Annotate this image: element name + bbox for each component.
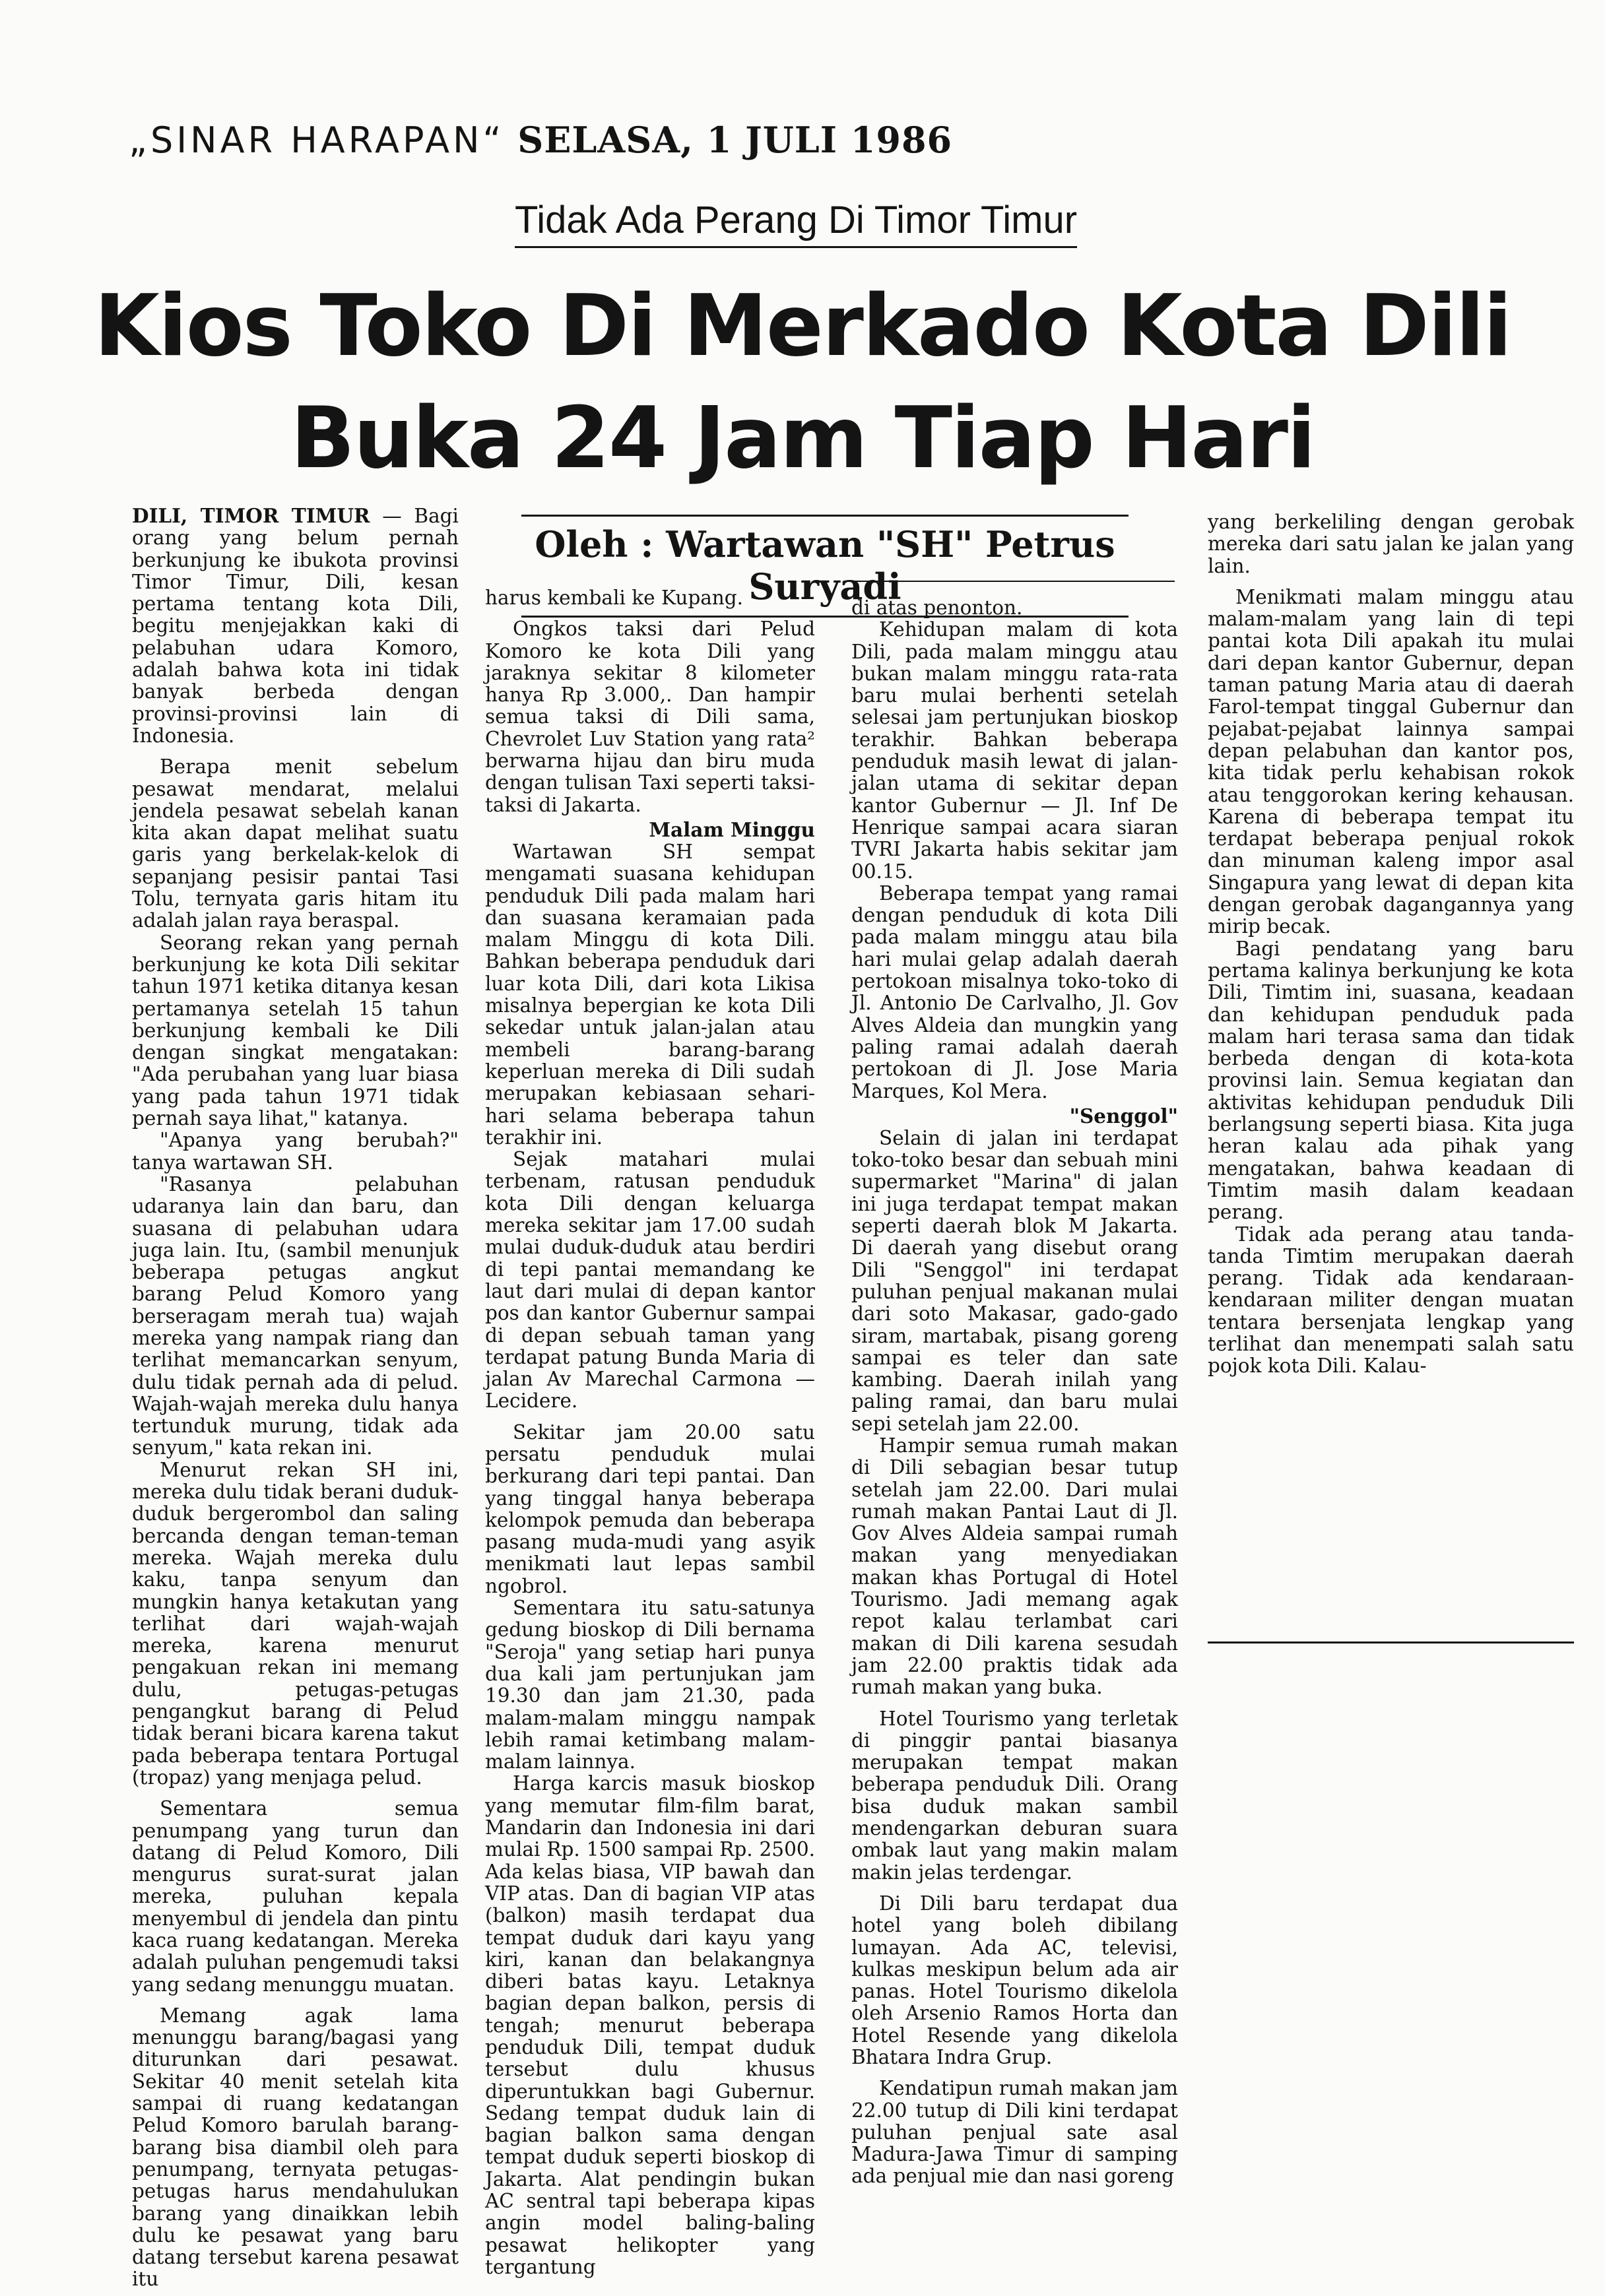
dateline: DILI, TIMOR TIMUR bbox=[132, 504, 370, 527]
article-end-rule bbox=[1208, 1642, 1574, 1643]
paragraph: Kendatipun rumah makan jam 22.00 tutup di Dili kini terdapat puluhan penjual sate asal Madura-Jawa Timur di samping ada penjual mie dan nasi goreng bbox=[851, 2077, 1178, 2188]
paragraph: Bagi pendatang yang baru pertama kalinya berkunjung ke kota Dili, Timtim ini, suasana, keadaan dan kehidupan penduduk pada malam hari terasa sama dan tidak berbeda dengan di kota-kota provinsi lain. Semua kegiatan dan aktivitas kehidupan penduduk Dili berlangsung seperti biasa. Kita juga heran kalau ada pihak yang mengatakan, bahwa keadaan di Timtim masih dalam keadaan perang. bbox=[1208, 937, 1574, 1224]
paragraph: "Rasanya pelabuhan udaranya lain dan baru, dan suasana di pelabuhan udara juga lain. Itu, (sambil menunjuk beberapa petugas angkut barang Pelud Komoro yang berseragam merah tua) wajah mereka yang nampak riang dan terlihat memancarkan senyum, dulu tidak pernah ada di pelud. Wajah-wajah mereka dulu hanya tertunduk murung, tidak ada senyum," kata rekan ini. bbox=[132, 1172, 459, 1459]
paragraph: Di Dili baru terdapat dua hotel yang boleh dibilang lumayan. Ada AC, televisi, kulkas meskipun belum ada air panas. Hotel Tourismo dikelola oleh Arsenio Ramos Horta dan Hotel Resende yang dikelola Bhatara Indra Grup. bbox=[851, 1892, 1178, 2068]
article-column-1 bbox=[132, 505, 459, 2291]
paragraph: Menikmati malam minggu atau malam-malam yang lain di tepi pantai kota Dili apakah itu mulai dari depan kantor Gubernur, depan taman patung Maria atau di daerah Farol-tempat tinggal Gubernur dan pejabat-pejabat lainnya sampai depan pelabuhan dan kantor pos, kita tidak perlu kehabisan rokok atau tenggorokan kering kehausan. Karena di beberapa tempat itu terdapat beberapa penjual rokok dan minuman kaleng impor asal Singapura yang lewat di depan kita dengan gerobak dagangannya yang mirip becak. bbox=[1208, 585, 1574, 938]
paragraph: Seorang rekan yang pernah berkunjung ke kota Dili sekitar tahun 1971 ketika ditanya kesan pertamanya setelah 15 tahun berkunjung kembali ke Dili dengan singkat mengatakan: "Ada perubahan yang luar biasa yang pada tahun 1971 tidak pernah saya lihat," katanya. bbox=[132, 931, 459, 1130]
paragraph: Hotel Tourismo yang terletak di pinggir pantai biasanya merupakan tempat makan beberapa penduduk Dili. Orang bisa duduk makan sambil mendengarkan deburan suara ombak laut yang makin malam makin jelas terdengar. bbox=[851, 1707, 1178, 1884]
article-column-2 bbox=[485, 587, 815, 2278]
paragraph: "Apanya yang berubah?" tanya wartawan SH. bbox=[132, 1129, 459, 1174]
paragraph: Tidak ada perang atau tanda-tanda Timtim merupakan daerah perang. Tidak ada kendaraan-kendaraan militer dengan muatan tentara bersenjata lengkap yang terlihat dan menempati salah satu pojok kota Dili. Kalau- bbox=[1208, 1223, 1574, 1378]
headline-line-1: Kios Toko Di Merkado Kota Dili bbox=[94, 277, 1511, 375]
subheading: Malam Minggu bbox=[649, 817, 815, 841]
paragraph bbox=[132, 505, 459, 747]
paragraph: Harga karcis masuk bioskop yang memutar film-film barat, Mandarin dan Indonesia ini dari mulai Rp. 1500 sampai Rp. 2500. Ada kelas biasa, VIP bawah dan VIP atas. Dan di bagian VIP atas (balkon) masih terdapat dua tempat duduk dari kayu yang kiri, kanan dan belakangnya diberi batas kayu. Letaknya bagian depan balkon, persis di tengah; menurut beberapa penduduk Dili, tempat duduk tersebut dulu khusus diperuntukkan bagi Gubernur. Sedang tempat duduk lain di bagian balkon sama dengan tempat duduk seperti bioskop di Jakarta. Alat pendingin bukan AC sentral tapi beberapa kipas angin model baling-baling pesawat helikopter yang tergantung bbox=[485, 1772, 815, 2278]
masthead bbox=[129, 119, 952, 161]
column-rule bbox=[851, 581, 1175, 582]
paragraph: Menurut rekan SH ini, mereka dulu tidak berani duduk-duduk bergerombol dan saling bercanda dengan teman-teman mereka. Wajah mereka dulu kaku, tanpa senyum dan mungkin hanya ketakutan yang terlihat dari wajah-wajah mereka, karena menurut pengakuan rekan ini memang dulu, petugas-petugas pengangkut barang di Pelud tidak berani bicara karena takut pada beberapa tentara Portugal (tropaz) yang menjaga pelud. bbox=[132, 1458, 459, 1789]
paragraph: Selain di jalan ini terdapat toko-toko besar dan sebuah mini supermarket "Marina" di jalan ini juga terdapat tempat makan seperti daerah blok M Jakarta. Di daerah yang disebut orang Dili "Senggol" ini terdapat puluhan penjual makanan mulai dari soto Makasar, gado-gado siram, martabak, pisang goreng sampai es teler dan sate kambing. Daerah inilah yang paling ramai, dan baru mulai sepi setelah jam 22.00. bbox=[851, 1126, 1178, 1435]
paragraph: Sementara semua penumpang yang turun dan datang di Pelud Komoro, Dili mengurus surat-surat jalan mereka, puluhan kepala menyembul di jendela dan pintu kaca ruang kedatangan. Mereka adalah puluhan pengemudi taksi yang sedang menunggu muatan. bbox=[132, 1797, 459, 1996]
paragraph: Beberapa tempat yang ramai dengan penduduk di kota Dili pada malam minggu atau bila hari mulai gelap adalah daerah pertokoan misalnya toko-toko di Jl. Antonio De Carlvalho, Jl. Gov Alves Aldeia dan mungkin yang paling ramai adalah daerah pertokoan di Jl. Jose Maria Marques, Kol Mera. bbox=[851, 881, 1178, 1102]
paragraph: harus kembali ke Kupang. bbox=[485, 587, 744, 609]
headline-line-2: Buka 24 Jam Tiap Hari bbox=[290, 389, 1315, 488]
publication-name: „SINAR HARAPAN“ bbox=[129, 119, 505, 161]
paragraph: Sekitar jam 20.00 satu persatu penduduk mulai berkurang dari tepi pantai. Dan yang tinggal hanya beberapa kelompok pemuda dan beberapa pasang muda-mudi yang asyik menikmati laut lepas sambil ngobrol. bbox=[485, 1420, 815, 1597]
article-column-4 bbox=[1208, 511, 1574, 1378]
subheading: "Senggol" bbox=[1069, 1104, 1178, 1128]
paragraph-text: — Bagi orang yang belum pernah berkunjung ke ibukota provinsi Timor Timur, Dili, kesan pertama tentang kota Dili, begitu menjejakkan kaki di pelabuhan udara Komoro, adalah bahwa kota ini tidak banyak berbeda dengan provinsi-provinsi lain di Indonesia. bbox=[132, 505, 459, 747]
paragraph: Sementara itu satu-satunya gedung bioskop di Dili bernama "Seroja" yang setiap hari punya dua kali jam pertunjukan jam 19.30 dan jam 21.30, pada malam-malam minggu nampak lebih ramai ketimbang malam-malam lainnya. bbox=[485, 1597, 815, 1773]
paragraph: Berapa menit sebelum pesawat mendarat, melalui jendela pesawat sebelah kanan kita akan dapat melihat suatu garis yang berkelak-kelok di sepanjang pesisir pantai Tasi Tolu, ternyata garis hitam itu adalah jalan raya beraspal. bbox=[132, 755, 459, 932]
paragraph: Kehidupan malam di kota Dili, pada malam minggu atau bukan malam minggu rata-rata baru mulai berhenti setelah selesai jam pertunjukan bioskop terakhir. Bahkan beberapa penduduk masih lewat di jalan-jalan utama di sekitar depan kantor Gubernur — Jl. Inf De Henrique sampai acara siaran TVRI Jakarta habis sekitar jam 00.15. bbox=[851, 618, 1178, 883]
paragraph: di atas penonton. bbox=[851, 596, 1023, 619]
paragraph: yang berkeliling dengan gerobak mereka dari satu jalan ke jalan yang lain. bbox=[1208, 511, 1574, 577]
paragraph: Memang agak lama menunggu barang/bagasi yang diturunkan dari pesawat. Sekitar 40 menit setelah kita sampai di ruang kedatangan Pelud Komoro barulah barang-barang bisa diambil oleh para penumpang, ternyata petugas-petugas harus mendahulukan barang yang dinaikkan lebih dulu ke pesawat yang baru datang tersebut karena pesawat itu bbox=[132, 2004, 459, 2291]
paragraph: Hampir semua rumah makan di Dili sebagian besar tutup setelah jam 22.00. Dari mulai rumah makan Pantai Laut di Jl. Gov Alves Aldeia sampai rumah makan yang menyediakan makan khas Portugal di Hotel Tourismo. Jadi memang agak repot kalau terlambat cari makan di Dili karena sesudah jam 22.00 praktis tidak ada rumah makan yang buka. bbox=[851, 1434, 1178, 1699]
byline: Oleh : Wartawan "SH" Petrus Suryadi bbox=[521, 515, 1129, 618]
paragraph: Wartawan SH sempat mengamati suasana kehidupan penduduk Dili pada malam hari dan suasana keramaian pada malam Minggu di kota Dili. Bahkan beberapa penduduk dari luar kota Dili, dari kota Likisa misalnya bepergian ke kota Dili sekedar untuk jalan-jalan atau membeli barang-barang keperluan mereka di Dili sudah merupakan kebiasaan sehari-hari selama beberapa tahun terakhir ini. bbox=[485, 840, 815, 1149]
paragraph: Ongkos taksi dari Pelud Komoro ke kota Dili yang jaraknya sekitar 8 kilometer hanya Rp 3.000,. Dan hampir semua taksi di Dili sama, Chevrolet Luv Station yang rata² berwarna hijau dan biru muda dengan tulisan Taxi seperti taksi-taksi di Jakarta. bbox=[485, 618, 815, 816]
kicker-headline: Tidak Ada Perang Di Timor Timur bbox=[515, 198, 1077, 248]
article-column-3 bbox=[851, 597, 1178, 2188]
publication-date: SELASA, 1 JULI 1986 bbox=[517, 119, 953, 161]
paragraph: Sejak matahari mulai terbenam, ratusan penduduk kota Dili dengan keluarga mereka sekitar jam 17.00 sudah mulai duduk-duduk atau berdiri di tepi pantai memandang ke laut dari mulai di depan kantor pos dan kantor Gubernur sampai di depan sebuah taman yang terdapat patung Bunda Maria di jalan Av Marechal Carmona — Lecidere. bbox=[485, 1148, 815, 1413]
